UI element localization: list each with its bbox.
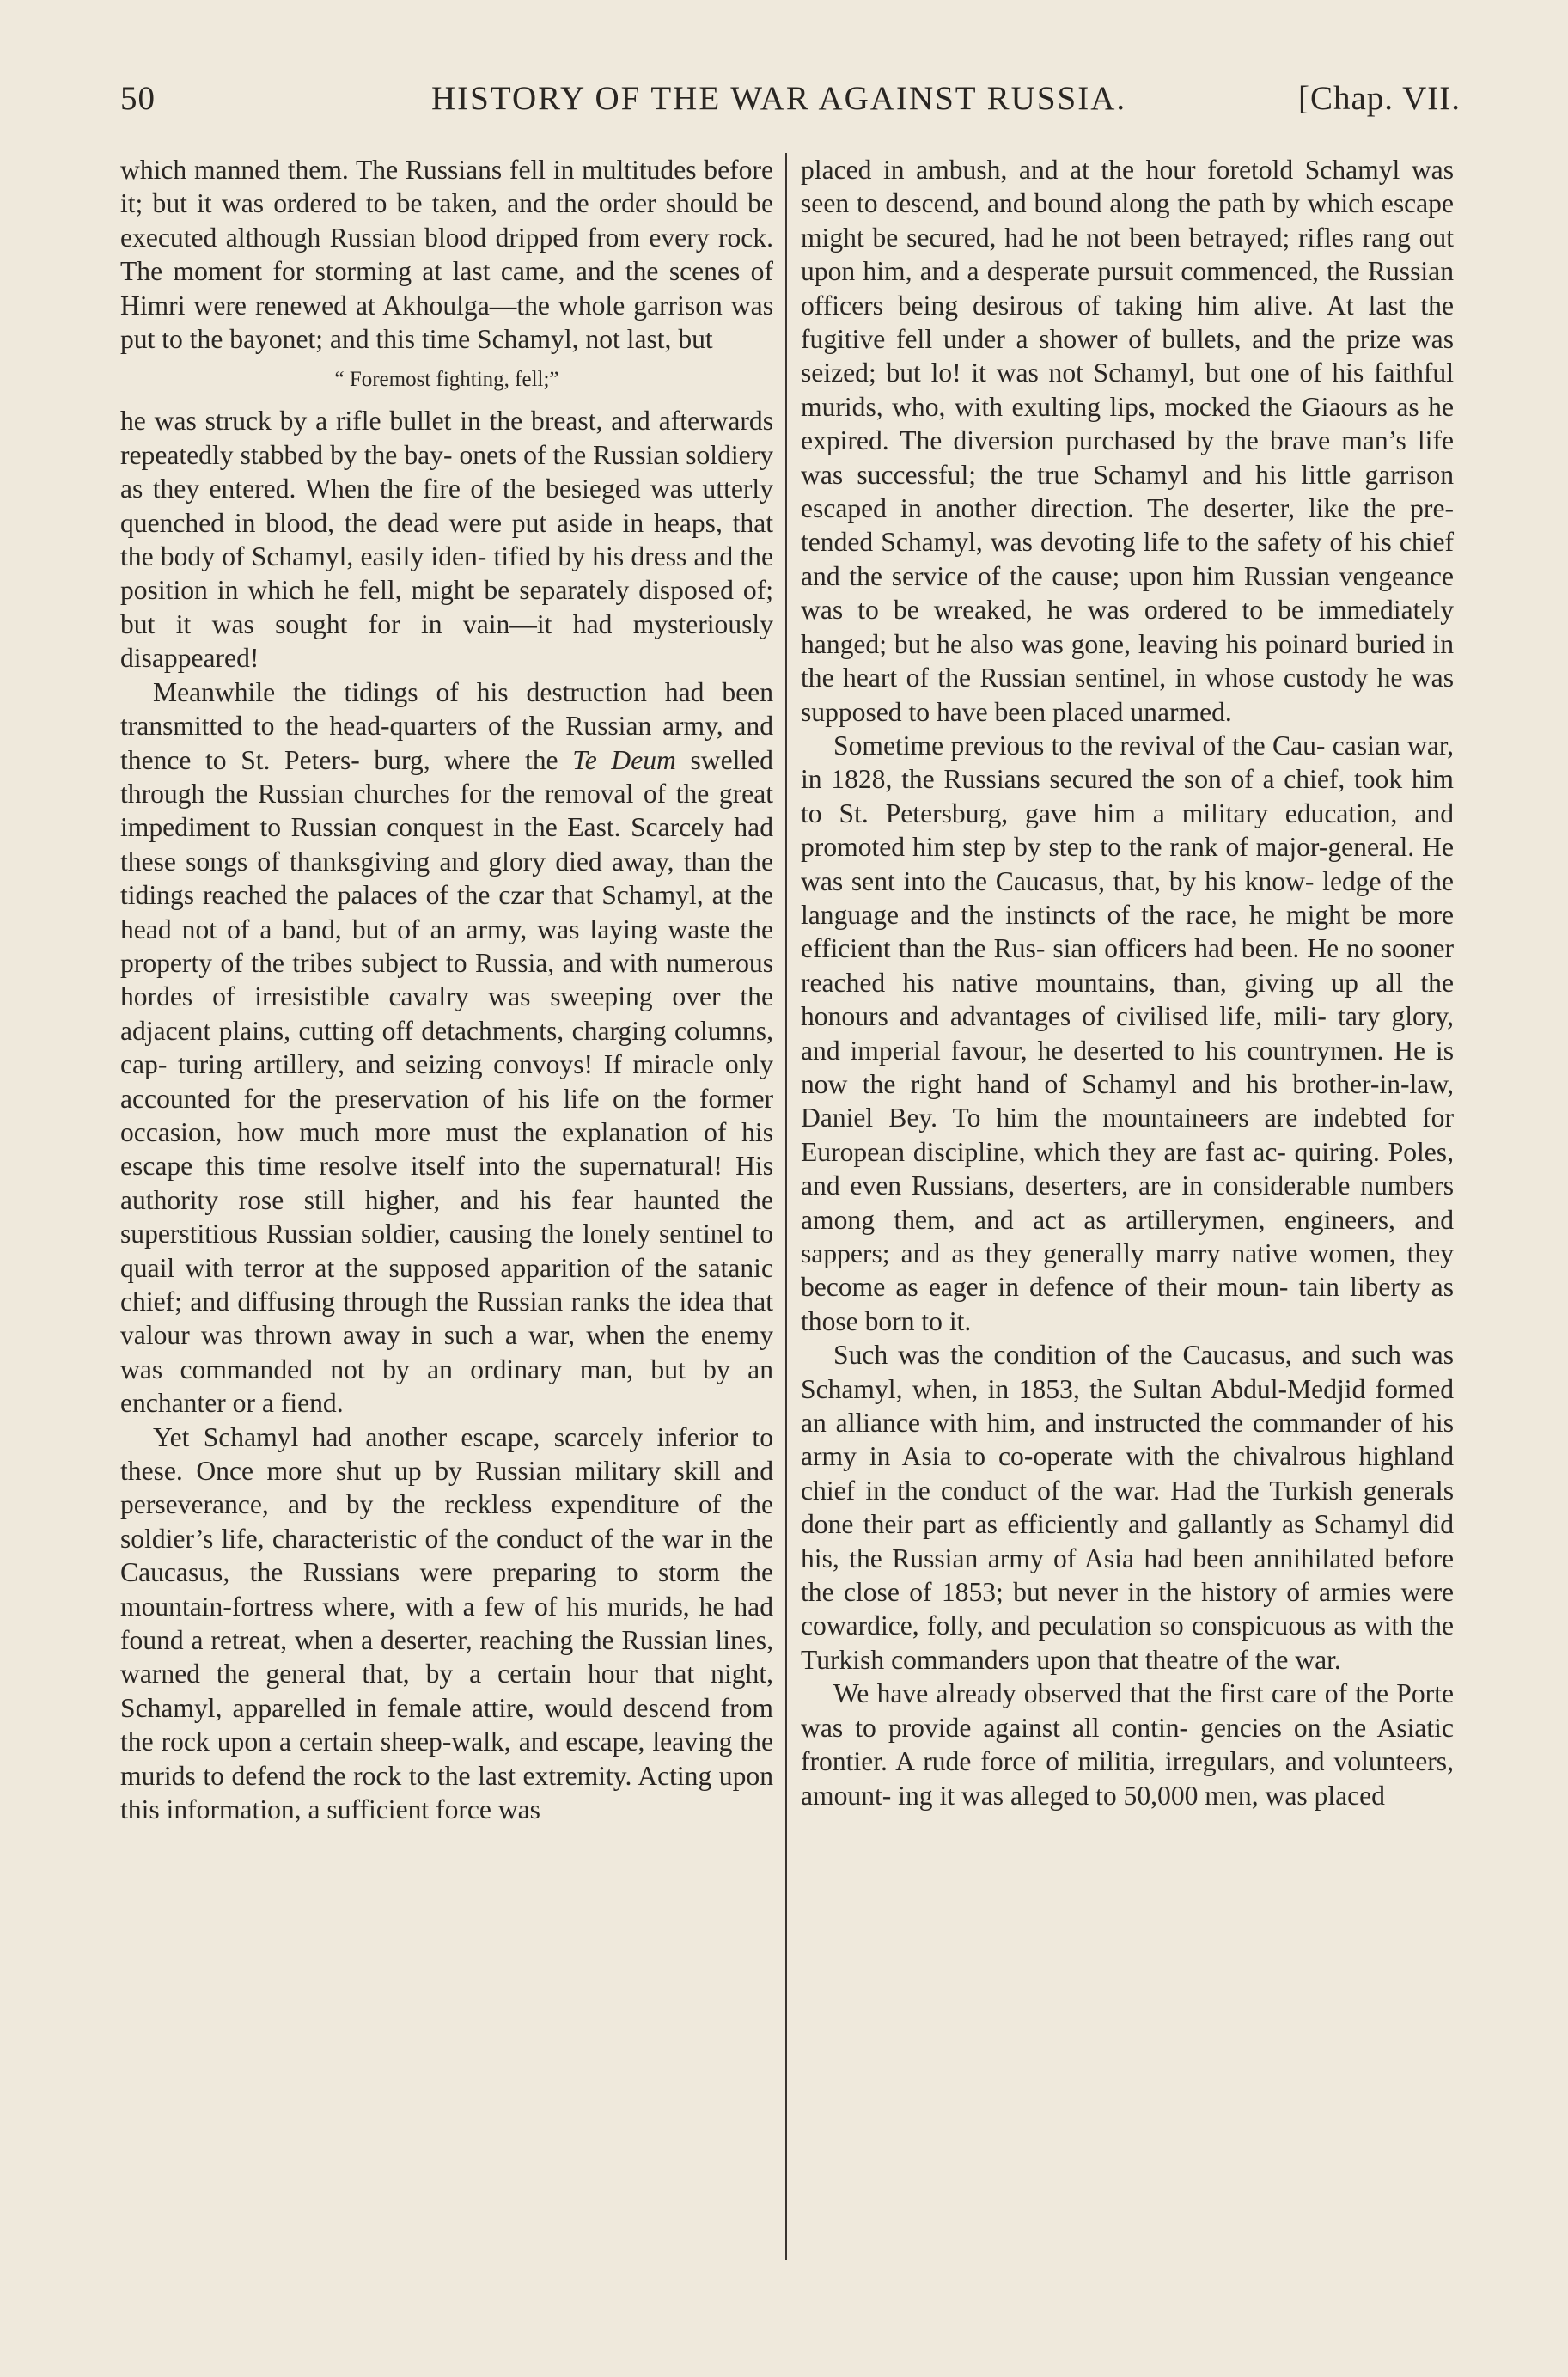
italic-term: Te Deum <box>572 744 676 775</box>
left-column <box>120 153 773 1827</box>
running-title: HISTORY OF THE WAR AGAINST RUSSIA. <box>431 80 1127 117</box>
text-span: Meanwhile the tidings of his destruction had been transmitted to the head-quarters of the Russian army, and thence to St. Peters- burg, where the <box>120 676 773 775</box>
paragraph: We have already observed that the first care of the Porte was to provide against all contin- gencies on the Asiatic frontier. A rude force of militia, irregulars, and volunteers, amount- ing it was alleged to 50,000 men, was placed <box>801 1678 1454 1811</box>
page-number: 50 <box>120 80 156 117</box>
column-divider <box>785 153 787 2260</box>
paragraph: placed in ambush, and at the hour foretold Schamyl was seen to descend, and bound along the path by which escape might be secured, had he not been betrayed; rifles rang out upon him, and a desperate pursuit commenced, the Russian officers being desirous of taking him alive. At last the fugitive fell under a shower of bullets, and the prize was seized; but lo! it was not Schamyl, but one of his faithful murids, who, with exulting lips, mocked the Giaours as he expired. The diversion purchased by the brave man’s life was successful; the true Schamyl and his little garrison escaped in another direction. The deserter, like the pre- tended Schamyl, was devoting life to the safety of his chief and the service of the cause; upon him Russian vengeance was to be wreaked, he was ordered to be immediately hanged; but he also was gone, leaving his poinard buried in the heart of the Russian sentinel, in whose custody he was supposed to have been placed unarmed. <box>801 155 1454 727</box>
text-span: swelled through the Russian churches for the removal of the great impediment to Russian conquest in the East. Scarcely had these songs of thanksgiving and glory died away, than the tidings reached the palaces of the czar that Schamyl, at the head not of a band, but of an army, was laying waste the property of the tribes subject to Russia, and with numerous hordes of irresistible cavalry was sweeping over the adjacent plains, cutting off detachments, charging columns, cap- turing artillery, and seizing convoys! If miracle only accounted for the preservation of his life on the former occasion, how much more must the explanation of his escape this time resolve itself into the supernatural! His authority rose still higher, and his fear haunted the superstitious Russian soldier, causing the lonely sentinel to quail with terror at the supposed apparition of the satanic chief; and diffusing through the Russian ranks the idea that valour was thrown away in such a war, when the enemy was commanded not by an ordinary man, but by an enchanter or a fiend. <box>120 744 773 1419</box>
paragraph: Sometime previous to the revival of the Cau- casian war, in 1828, the Russians secured the son of a chief, took him to St. Petersburg, gave him a military education, and promoted him step by step to the rank of major-general. He was sent into the Caucasus, that, by his know- ledge of the language and the instincts of the race, he might be more efficient than the Rus- sian officers had been. He no sooner reached his native mountains, than, giving up all the honours and advantages of civilised life, mili- tary glory, and imperial favour, he deserted to his countrymen. He is now the right hand of Schamyl and his brother-in-law, Daniel Bey. To him the mountaineers are indebted for European discipline, which they are fast ac- quiring. Poles, and even Russians, deserters, are in considerable numbers among them, and act as artillerymen, engineers, and sappers; and as they generally marry native women, they become as eager in defence of their moun- tain liberty as those born to it. <box>801 730 1454 1336</box>
paragraph: Such was the condition of the Caucasus, and such was Schamyl, when, in 1853, the Sultan Abdul-Medjid formed an alliance with him, and instructed the commander of his army in Asia to co-operate with the chivalrous highland chief in the conduct of the war. Had the Turkish generals done their part as efficiently and gallantly as Schamyl did his, the Russian army of Asia had been annihilated before the close of 1853; but never in the history of armies were cowardice, folly, and peculation so conspicuous as with the Turkish commanders upon that theatre of the war. <box>801 1340 1454 1675</box>
paragraph: Yet Schamyl had another escape, scarcely inferior to these. Once more shut up by Russian military skill and perseverance, and by the reckless expenditure of the soldier’s life, characteristic of the conduct of the war in the Caucasus, the Russians were preparing to storm the mountain-fortress where, with a few of his murids, he had found a retreat, when a deserter, reaching the Russian lines, warned the general that, by a certain hour that night, Schamyl, apparelled in female attire, would descend from the rock upon a certain sheep-walk, and escape, leaving the murids to defend the rock to the last extremity. Acting upon this information, a sufficient force was <box>120 1421 773 1825</box>
chapter-label: [Chap. VII. <box>1298 80 1461 117</box>
paragraph: he was struck by a rifle bullet in the breast, and afterwards repeatedly stabbed by the bay- onets of the Russian soldiery as they entered. When the fire of the besieged was utterly quenched in blood, the dead were put aside in heaps, that the body of Schamyl, easily iden- tified by his dress and the position in which he fell, might be separately disposed of; but it was sought for in vain—it had mysteriously disappeared! <box>120 406 773 674</box>
running-header <box>120 79 1461 131</box>
right-column <box>801 153 1454 1812</box>
paragraph <box>120 675 773 1421</box>
verse-quote: “ Foremost fighting, fell;” <box>334 368 559 392</box>
paragraph: which manned them. The Russians fell in multitudes before it; but it was ordered to be taken, and the order should be executed although Russian blood dripped from every rock. The moment for storming at last came, and the scenes of Himri were renewed at Akhoulga—the whole garrison was put to the bayonet; and this time Schamyl, not last, but <box>120 155 773 355</box>
